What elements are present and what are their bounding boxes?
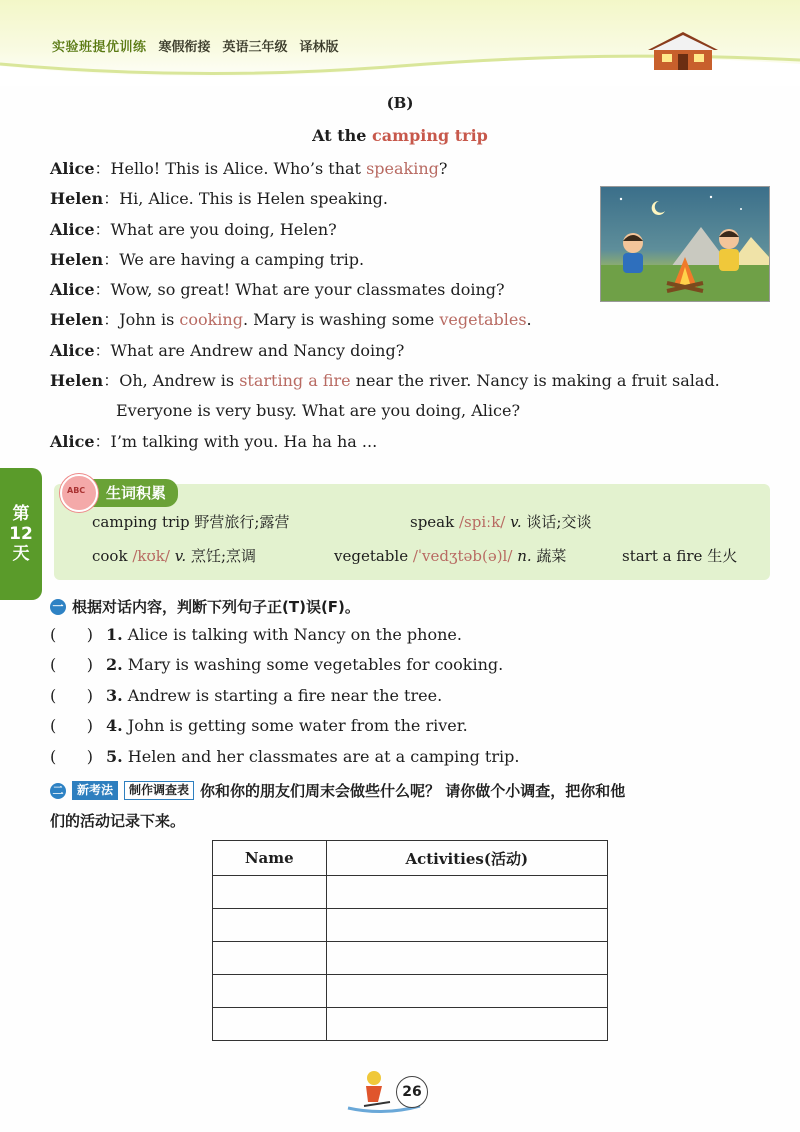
vocab-word: vegetable xyxy=(334,547,409,565)
speaker-name: Alice xyxy=(50,280,95,300)
survey-table-row xyxy=(213,909,608,942)
dialogue-text: Wow, so great! What are your classmates doing? xyxy=(110,280,505,300)
survey-table-row xyxy=(213,975,608,1008)
passage-title xyxy=(0,126,800,145)
section-label: (B) xyxy=(386,94,414,112)
campfire-illustration xyxy=(600,186,770,302)
title-prefix: At the xyxy=(312,126,373,145)
survey-table-header-row xyxy=(213,841,608,876)
house-icon xyxy=(646,28,720,72)
vocabulary-badge xyxy=(60,476,208,510)
question-number: 4. xyxy=(106,716,123,736)
activities-cell[interactable] xyxy=(326,876,607,909)
speaker-name: Helen xyxy=(50,189,104,209)
question-number: 1. xyxy=(106,625,123,644)
question-text: John is getting some water from the river. xyxy=(127,716,468,736)
question-text: Helen and her classmates are at a camping trip. xyxy=(127,746,520,766)
question-item xyxy=(50,620,770,650)
campfire-scene-icon xyxy=(601,187,769,301)
dialogue-line xyxy=(50,366,770,396)
vocab-part-of-speech: v. xyxy=(174,547,187,565)
name-cell[interactable] xyxy=(213,909,327,942)
speaker-name: Helen xyxy=(50,310,104,330)
dialogue-text: Oh, Andrew is xyxy=(119,371,240,391)
page-number: 26 xyxy=(396,1076,428,1108)
dialogue-text: . xyxy=(526,310,532,330)
speaker-name: Helen xyxy=(50,371,104,391)
question-text: Andrew is starting a fire near the tree. xyxy=(127,685,443,705)
question-number: 3. xyxy=(106,685,123,705)
vocab-meaning: 蔬菜 xyxy=(536,547,567,565)
exercise-2-instruction-line-2: 们的活动记录下来。 xyxy=(50,812,186,830)
question-item xyxy=(50,650,770,680)
speaker-colon: ： xyxy=(94,219,111,239)
vocab-pronunciation: /spiːk/ xyxy=(459,513,506,531)
dialogue-text: What are Andrew and Nancy doing? xyxy=(110,340,405,360)
exercise-2-instruction-line-1: 你和你的朋友们周末会做些什么呢？ 请你做个小调查，把你和他 xyxy=(200,782,626,800)
running-header xyxy=(52,34,339,56)
dialogue-line xyxy=(50,336,770,366)
vocab-word: camping trip xyxy=(92,513,190,531)
vocab-entry xyxy=(622,545,737,566)
highlighted-word: speaking xyxy=(366,159,439,178)
name-cell[interactable] xyxy=(213,975,327,1008)
dialogue-text: We are having a camping trip. xyxy=(119,249,365,269)
speaker-name: Alice xyxy=(50,340,95,360)
dialogue-text: . Mary is washing some xyxy=(242,310,440,330)
speaker-name: Alice xyxy=(50,219,95,239)
dialogue-text: Everyone is very busy. What are you doing, Alice? xyxy=(116,401,521,421)
dialogue-text: Hello! This is Alice. Who’s that xyxy=(110,159,367,178)
highlighted-word: vegetables xyxy=(439,310,527,330)
name-cell[interactable] xyxy=(213,1008,327,1041)
exercise-1-instruction: 根据对话内容，判断下列句子正(T)误(F)。 xyxy=(72,598,360,616)
header-subtitle: 寒假衔接 xyxy=(158,39,211,55)
speaker-colon: ： xyxy=(94,431,111,451)
name-cell[interactable] xyxy=(213,876,327,909)
question-text: Alice is talking with Nancy on the phone. xyxy=(127,625,462,644)
speaker-colon: ： xyxy=(103,249,120,269)
answer-blank[interactable]: ( ) xyxy=(50,625,93,644)
speaker-name: Helen xyxy=(50,249,104,269)
speaker-name: Alice xyxy=(50,431,95,451)
dialogue-text: I’m talking with you. Ha ha ha ... xyxy=(110,431,378,451)
answer-blank[interactable]: ( ) xyxy=(50,655,93,675)
exercise-number-badge: 二 xyxy=(50,783,66,799)
vocab-entry xyxy=(410,511,591,532)
vocab-part-of-speech: n. xyxy=(517,547,532,565)
question-number: 2. xyxy=(106,655,123,675)
vocab-pronunciation: /ˈvedʒtəb(ə)l/ xyxy=(412,547,513,565)
exercise-number-badge: 一 xyxy=(50,599,66,615)
header-edition: 译林版 xyxy=(299,39,339,55)
side-tab-day-number: 12 xyxy=(9,524,33,544)
answer-blank[interactable]: ( ) xyxy=(50,685,93,705)
question-item xyxy=(50,681,770,711)
speaker-colon: ： xyxy=(103,371,120,391)
vocab-word: speak xyxy=(410,513,455,531)
speaker-colon: ： xyxy=(103,189,120,209)
question-number: 5. xyxy=(106,746,123,766)
day-side-tab xyxy=(0,468,42,600)
survey-table-row xyxy=(213,942,608,975)
dialogue-line xyxy=(50,427,770,457)
title-highlight: camping trip xyxy=(372,126,488,145)
vocab-meaning: 烹饪;烹调 xyxy=(190,547,257,565)
speaker-colon: ： xyxy=(94,159,111,178)
activities-cell[interactable] xyxy=(326,975,607,1008)
header-subject: 英语三年级 xyxy=(222,39,288,55)
dialogue-text: John is xyxy=(119,310,180,330)
header-activities: Activities(活动) xyxy=(326,841,607,876)
vocab-part-of-speech: v. xyxy=(510,513,522,531)
highlighted-word: cooking xyxy=(179,310,243,330)
vocab-meaning: 野营旅行;露营 xyxy=(194,513,290,531)
speaker-colon: ： xyxy=(94,280,111,300)
survey-table-row xyxy=(213,1008,608,1041)
exercise-2-heading xyxy=(50,780,625,801)
dialogue-line xyxy=(50,305,770,335)
header-name: Name xyxy=(213,841,327,876)
dialogue-line xyxy=(50,154,770,184)
vocab-word: start a fire xyxy=(622,547,703,565)
vocab-entry xyxy=(92,511,289,532)
dialogue-text: ? xyxy=(438,159,448,178)
dialogue-line xyxy=(50,396,770,426)
vocab-meaning: 生火 xyxy=(707,547,738,565)
question-item xyxy=(50,742,770,772)
survey-tag: 制作调查表 xyxy=(124,781,194,800)
side-tab-char-3: 天 xyxy=(12,544,30,564)
true-false-list xyxy=(50,620,770,772)
dialogue-text: Hi, Alice. This is Helen speaking. xyxy=(119,189,388,209)
vocab-entry xyxy=(92,545,256,566)
activities-cell[interactable] xyxy=(326,909,607,942)
vocab-meaning: 谈话;交谈 xyxy=(526,513,592,531)
piggy-bank-icon: ABC xyxy=(60,474,98,512)
survey-table xyxy=(212,840,608,1041)
vocab-pronunciation: /kʊk/ xyxy=(132,547,170,565)
answer-blank[interactable]: ( ) xyxy=(50,716,93,736)
vocab-entry xyxy=(334,545,566,566)
speaker-colon: ： xyxy=(94,340,111,360)
dialogue-text: near the river. Nancy is making a fruit salad. xyxy=(350,371,720,391)
activities-cell[interactable] xyxy=(326,942,607,975)
speaker-colon: ： xyxy=(103,310,120,330)
name-cell[interactable] xyxy=(213,942,327,975)
speaker-name: Alice xyxy=(50,159,95,178)
answer-blank[interactable]: ( ) xyxy=(50,746,93,766)
question-text: Mary is washing some vegetables for cooking. xyxy=(127,655,504,675)
vocab-word: cook xyxy=(92,547,128,565)
vocabulary-badge-label: 生词积累 xyxy=(88,479,178,507)
side-tab-char-1: 第 xyxy=(12,504,30,524)
activities-cell[interactable] xyxy=(326,1008,607,1041)
highlighted-word: starting a fire xyxy=(239,371,351,391)
exercise-1-heading xyxy=(50,596,360,617)
question-item xyxy=(50,711,770,741)
new-question-type-tag: 新考法 xyxy=(72,781,118,800)
dialogue-text: What are you doing, Helen? xyxy=(110,219,337,239)
series-name: 实验班提优训练 xyxy=(52,39,147,55)
survey-table-row xyxy=(213,876,608,909)
